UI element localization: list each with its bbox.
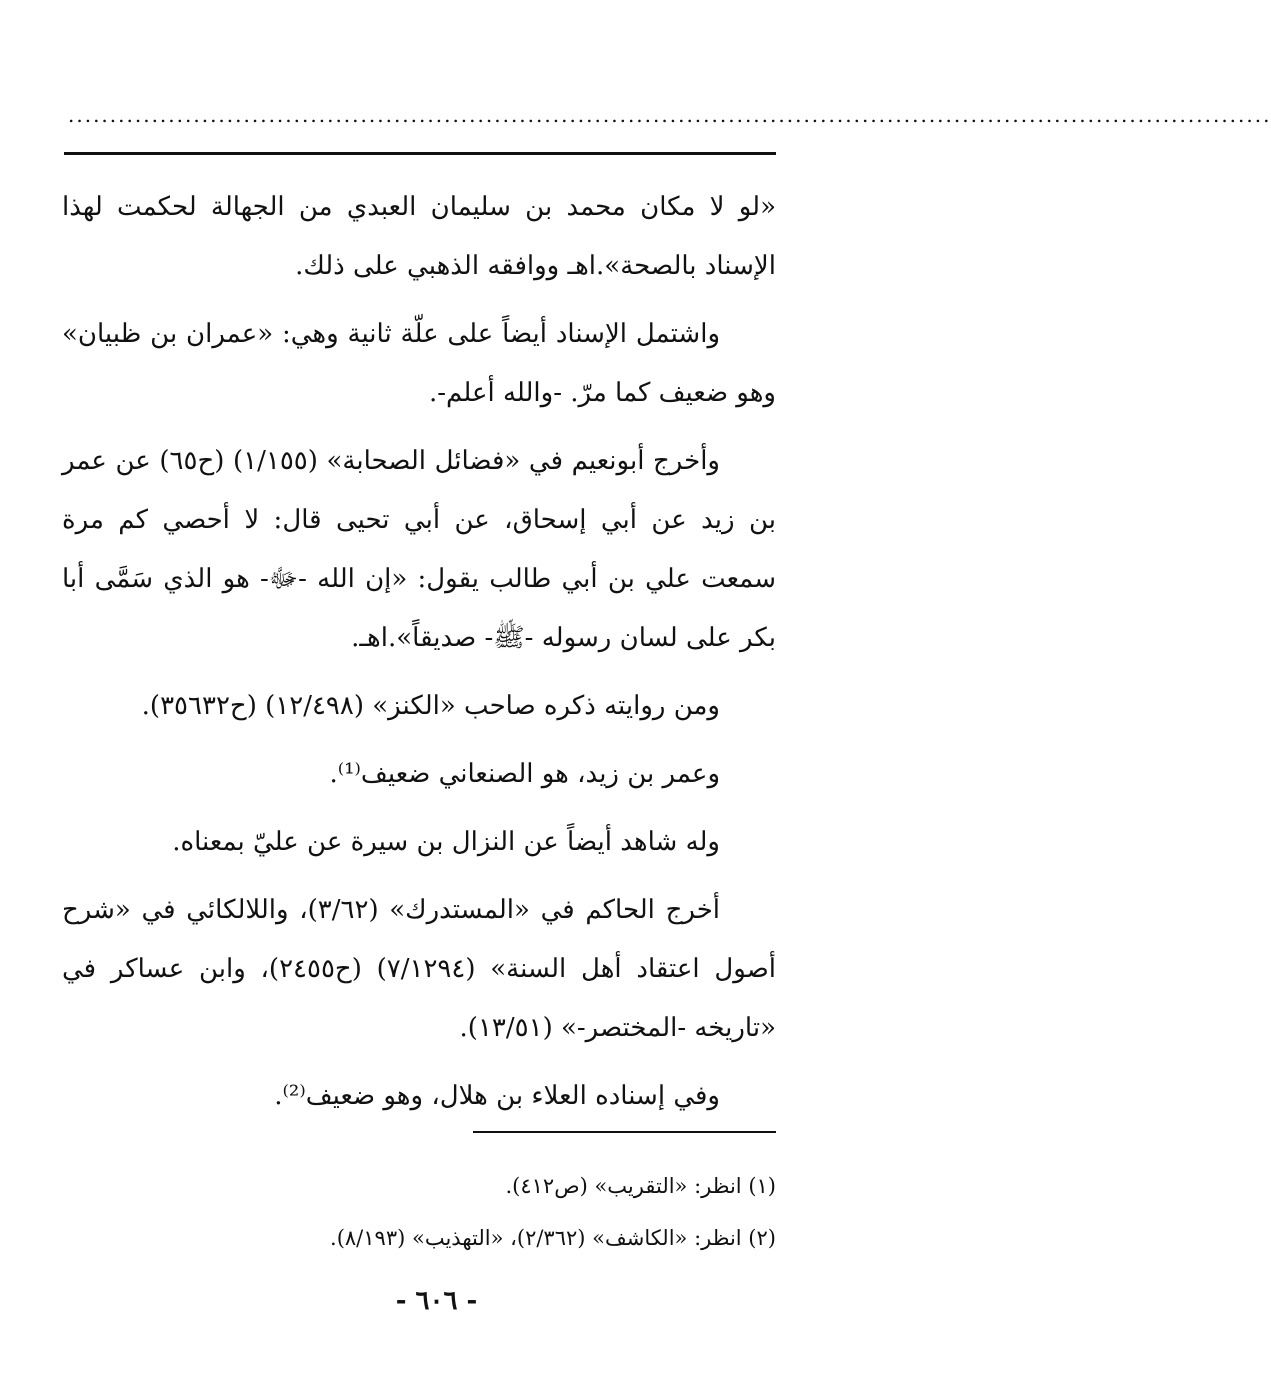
main-text — [62, 178, 776, 1135]
paragraph-second-defect: واشتمل الإسناد أيضاً على علّة ثانية وهي: «عمران بن ظبيان» وهو ضعيف كما مرّ. -والله أعلم-. — [62, 319, 776, 408]
paragraph-ala-ibn-hilal: وفي إسناده العلاء بن هلال، وهو ضعيف⁽²⁾. — [274, 1081, 720, 1111]
footnote-2: (٢) انظر: «الكاشف» (٢/٣٦٢)، «التهذيب» (٨/١٩٣). — [330, 1226, 776, 1250]
paragraph-quote-continuation: «لو لا مكان محمد بن سليمان العبدي من الجهالة لحكمت لهذا الإسناد بالصحة».اهـ ووافقه الذهبي على ذلك. — [62, 192, 776, 281]
paragraph-shahid: وله شاهد أيضاً عن النزال بن سيرة عن عليّ بمعناه. — [172, 827, 720, 857]
separator-dots: ................................................................................................................................................ — [68, 103, 1271, 127]
paragraph-abu-nuaym: وأخرج أبونعيم في «فضائل الصحابة» (١/١٥٥) (ح٦٥) عن عمر بن زيد عن أبي إسحاق، عن أبي تحيى قال: لا أحصي كم مرة سمعت علي بن أبي طالب يقول: «إن الله -ﷻ- هو الذي سَمَّى أبا بكر على لسان رسوله -ﷺ- صديقاً».اهـ. — [62, 446, 776, 653]
paragraph-umar-ibn-zayd: وعمر بن زيد، هو الصنعاني ضعيف⁽¹⁾. — [329, 759, 720, 789]
paragraph-kanz: ومن روايته ذكره صاحب «الكنز» (١٢/٤٩٨) (ح٣٥٦٣٢). — [141, 691, 720, 721]
footnotes — [62, 1160, 776, 1264]
page-number: - ٦٠٦ - — [395, 1286, 478, 1316]
footnote-rule — [473, 1131, 776, 1133]
header-rule — [64, 152, 776, 155]
paragraph-hakim: أخرج الحاكم في «المستدرك» (٣/٦٢)، واللالكائي في «شرح أصول اعتقاد أهل السنة» (٧/١٢٩٤) (ح٢٤٥٥)، وابن عساكر في «تاريخه -المختصر-» (١٣/٥١). — [62, 895, 777, 1043]
footnote-1: (١) انظر: «التقريب» (ص٤١٢). — [505, 1174, 776, 1198]
